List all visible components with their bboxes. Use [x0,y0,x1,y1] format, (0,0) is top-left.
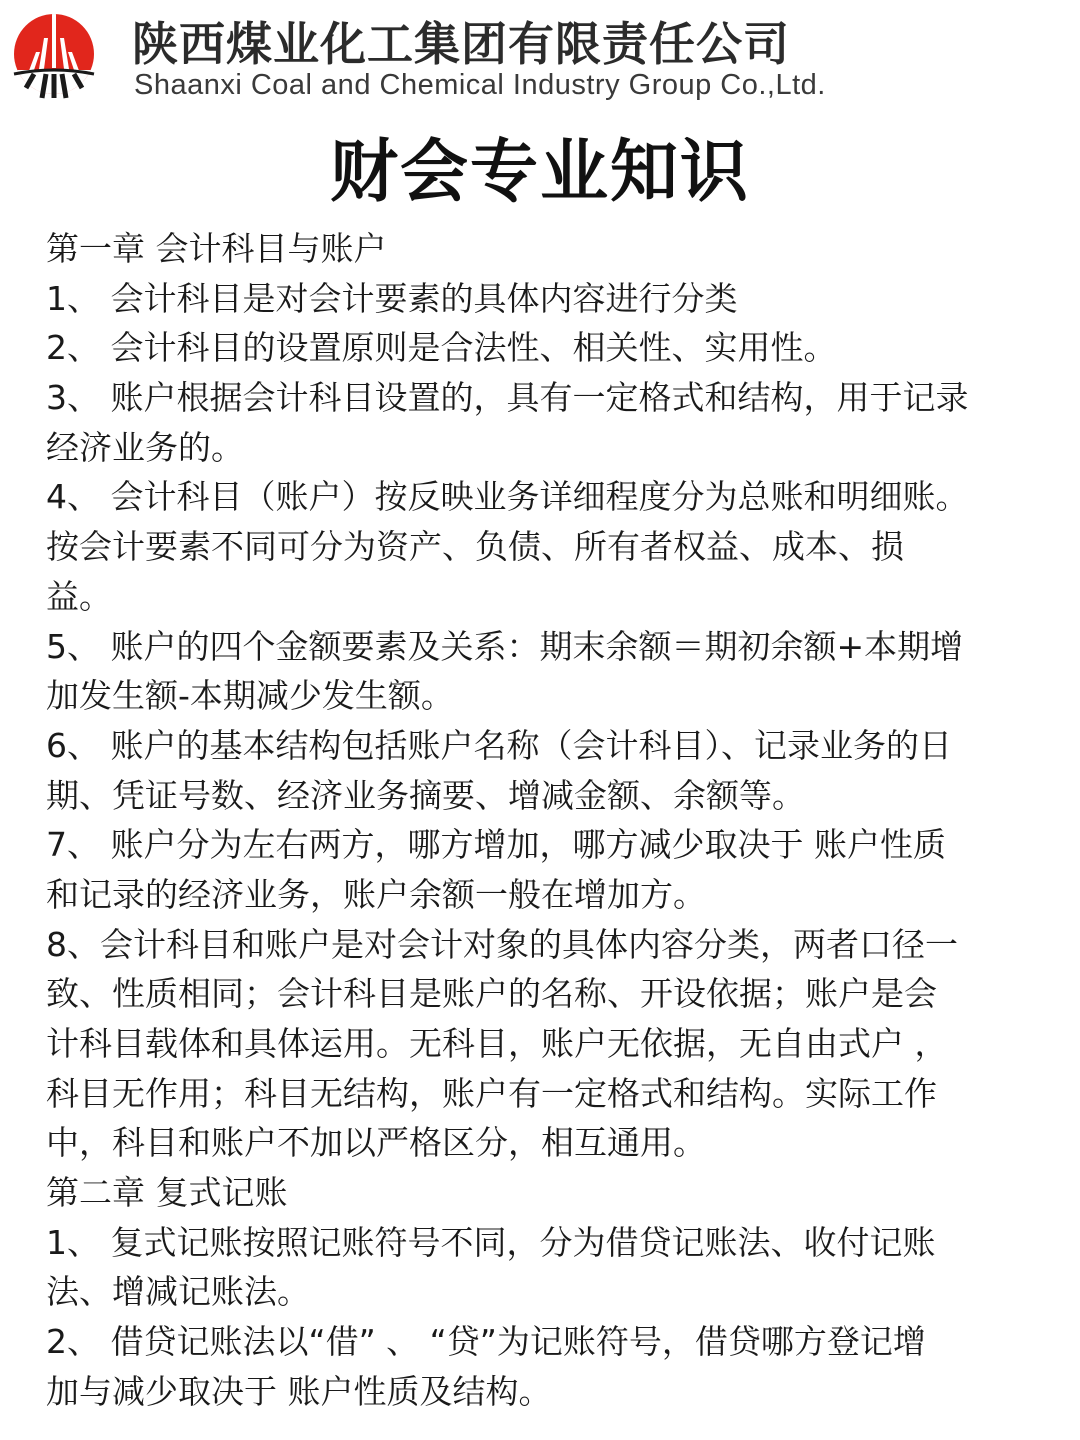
document-body [46,224,1046,1417]
text-line: 按会计要素不同可分为资产、负债、所有者权益、成本、损 [46,527,904,567]
text-line: 经济业务的。 [46,427,244,467]
text-line: 益。 [46,576,112,616]
header [0,0,1080,120]
text-line: 致、性质相同；会计科目是账户的名称、开设依据；账户是会 [46,974,937,1014]
text-line: 期、凭证号数、经济业务摘要、增减金额、余额等。 [46,775,805,815]
company-name-cn: 陕西煤业化工集团有限责任公司 [132,17,790,71]
text-line: 2、 借贷记账法以“借” 、 “贷”为记账符号，借贷哪方登记增 [46,1322,926,1362]
text-line: 1、 会计科目是对会计要素的具体内容进行分类 [46,278,738,318]
text-line: 中，科目和账户不加以严格区分，相互通用。 [46,1123,706,1163]
text-line: 7、 账户分为左右两方，哪方增加，哪方减少取决于 账户性质 [46,825,946,865]
text-line: 和记录的经济业务，账户余额一般在增加方。 [46,874,706,914]
text-line: 加与减少取决于 账户性质及结构。 [46,1371,552,1411]
document-title: 财会专业知识 [329,132,750,212]
text-line: 8、会计科目和账户是对会计对象的具体内容分类，两者口径一 [46,924,958,964]
text-line: 6、 账户的基本结构包括账户名称（会计科目）、记录业务的日 [46,725,952,765]
text-line: 5、 账户的四个金额要素及关系：期末余额＝期初余额+本期增 [46,626,964,666]
text-line: 4、 会计科目（账户）按反映业务详细程度分为总账和明细账。 [46,477,969,517]
text-line: 3、 账户根据会计科目设置的，具有一定格式和结构，用于记录 [46,378,969,418]
text-line: 1、 复式记账按照记账符号不同，分为借贷记账法、收付记账 [46,1222,936,1262]
chapter-heading: 第一章 会计科目与账户 [46,229,387,268]
text-line: 法、增减记账法。 [46,1272,310,1312]
company-name-en: Shaanxi Coal and Chemical Industry Group Co.,Ltd. [134,69,826,101]
text-line: 计科目载体和具体运用。无科目，账户无依据，无自由式户 ， [46,1024,948,1063]
company-logo-icon [10,8,98,100]
text-line: 科目无作用；科目无结构，账户有一定格式和结构。实际工作 [46,1073,937,1113]
chapter-heading: 第二章 复式记账 [46,1173,288,1213]
text-line: 加发生额-本期减少发生额。 [46,676,454,716]
text-line: 2、 会计科目的设置原则是合法性、相关性、实用性。 [46,328,837,368]
